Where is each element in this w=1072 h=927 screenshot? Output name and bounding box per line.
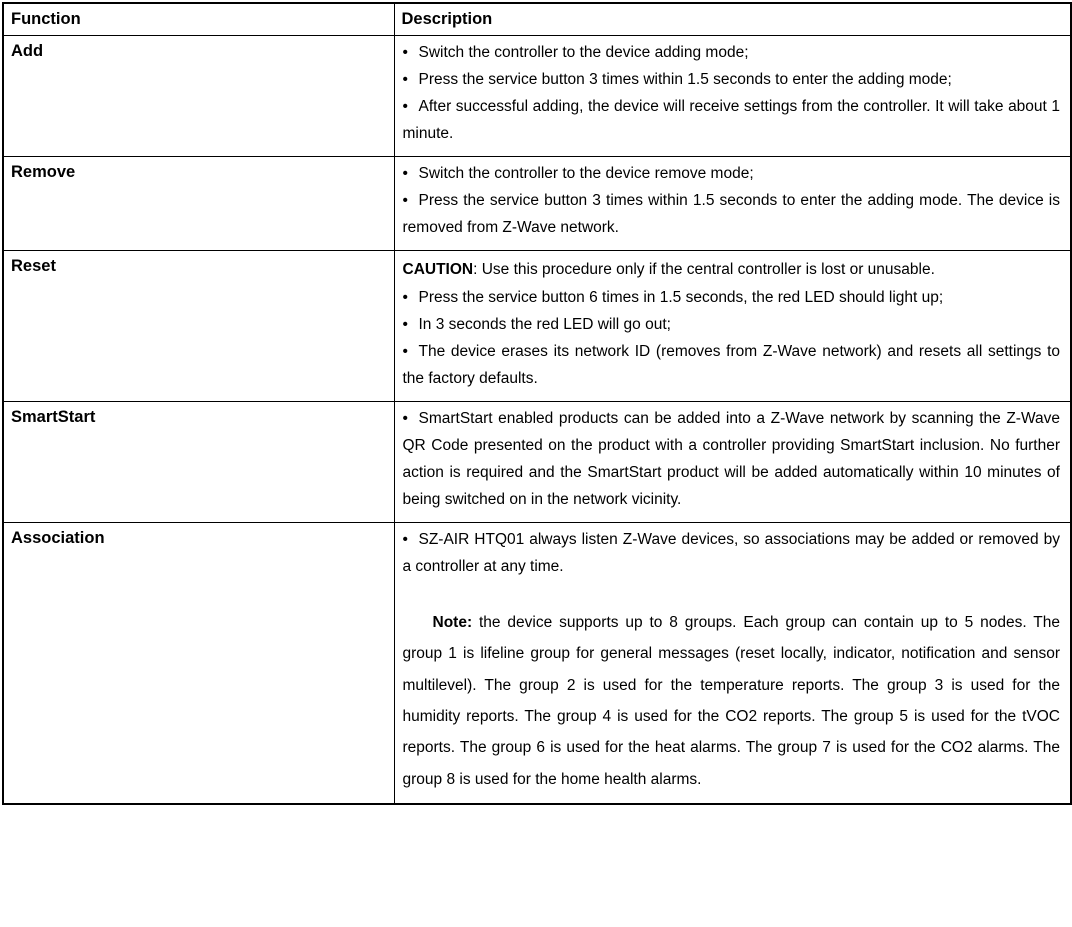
bullet-icon: • [402, 192, 408, 210]
bullet-icon: • [402, 98, 408, 116]
header-description: Description [394, 3, 1071, 36]
bullet-item: • The device erases its network ID (removes from Z-Wave network) and resets all settings to the factory defaults. [403, 339, 1061, 393]
bullet-item: • After successful adding, the device will receive settings from the controller. It will take about 1 minute. [403, 94, 1061, 148]
table-row [3, 402, 1071, 523]
bullet-item: • Switch the controller to the device adding mode; [403, 40, 1061, 67]
function-cell: Add [3, 36, 394, 157]
bullet-item: • SmartStart enabled products can be added into a Z-Wave network by scanning the Z-Wave QR Code presented on the product with a controller providing SmartStart inclusion. No further action is required and the SmartStart product will be added automatically within 10 minutes of being switched on in the network vicinity. [403, 406, 1061, 514]
description-cell [394, 523, 1071, 804]
table-row [3, 251, 1071, 402]
bullet-icon: • [402, 289, 408, 307]
function-cell: Reset [3, 251, 394, 402]
bullet-icon: • [402, 71, 408, 89]
table-body [3, 36, 1071, 804]
description-cell [394, 157, 1071, 251]
function-table [2, 2, 1072, 805]
description-cell [394, 402, 1071, 523]
header-row [3, 3, 1071, 36]
bold-label: CAUTION [402, 261, 474, 279]
function-cell: SmartStart [3, 402, 394, 523]
description-cell [394, 36, 1071, 157]
bullet-icon: • [402, 316, 408, 334]
bullet-icon: • [402, 410, 408, 428]
table-row [3, 36, 1071, 157]
table-row [3, 157, 1071, 251]
bullet-item: • SZ-AIR HTQ01 always listen Z-Wave devices, so associations may be added or removed by a controller at any time. [403, 527, 1061, 581]
header-function: Function [3, 3, 394, 36]
function-cell: Association [3, 523, 394, 804]
bold-label: Note: [432, 614, 473, 632]
text-block: CAUTION: Use this procedure only if the central controller is lost or unusable. [402, 261, 935, 279]
bullet-item: • Press the service button 6 times in 1.5 seconds, the red LED should light up; [403, 285, 1061, 312]
bullet-icon: • [402, 165, 408, 183]
table-row [3, 523, 1071, 804]
bullet-icon: • [402, 531, 408, 549]
bullet-icon: • [402, 343, 408, 361]
function-cell: Remove [3, 157, 394, 251]
bullet-item: • In 3 seconds the red LED will go out; [403, 312, 1061, 339]
description-cell [394, 251, 1071, 402]
bullet-item: • Switch the controller to the device remove mode; [403, 161, 1061, 188]
text-block: Note: the device supports up to 8 groups. Each group can contain up to 5 nodes. The group 1 is lifeline group for general messages (reset locally, indicator, notification and sensor multilevel). The group 2 is used for the temperature reports. The group 3 is used for the humidity reports. The group 4 is used for the CO2 reports. The group 5 is used for the tVOC reports. The group 6 is used for the heat alarms. The group 7 is used for the CO2 alarms. The group 8 is used for the home health alarms. [402, 614, 1060, 788]
bullet-item: • Press the service button 3 times within 1.5 seconds to enter the adding mode. The device is removed from Z-Wave network. [403, 188, 1061, 242]
table-header [3, 3, 1071, 36]
bullet-item: • Press the service button 3 times within 1.5 seconds to enter the adding mode; [403, 67, 1061, 94]
bullet-icon: • [402, 44, 408, 62]
